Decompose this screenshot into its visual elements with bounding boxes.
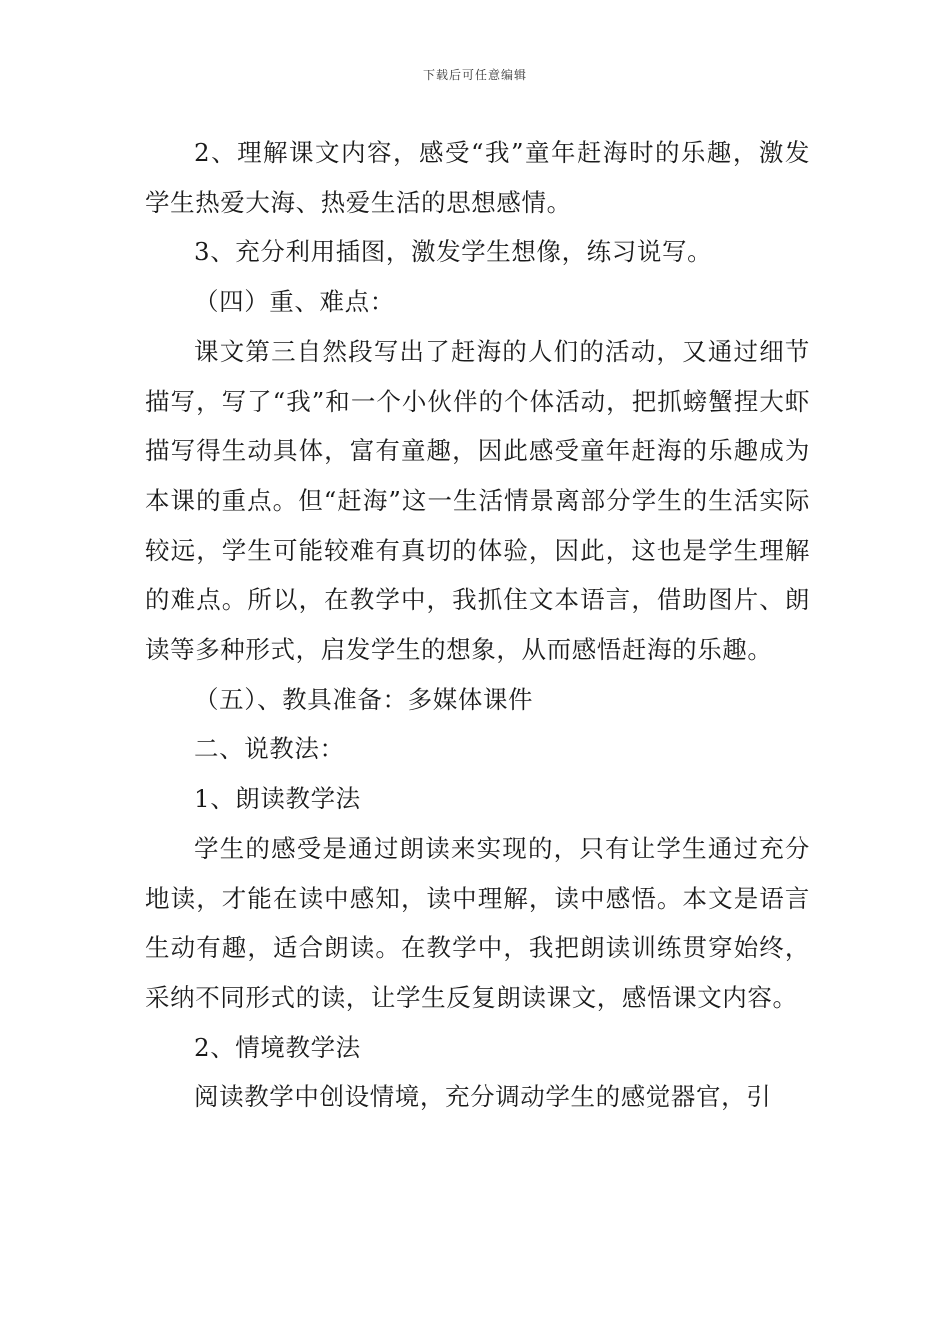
document-body [145, 128, 810, 1122]
paragraph-reading-method: 学生的感受是通过朗读来实现的，只有让学生通过充分地读，才能在读中感知，读中理解，读中感悟。本文是语言生动有趣，适合朗读。在教学中，我把朗读训练贯穿始终，采纳不同形式的读，让学生反复朗读课文，感悟课文内容。 [145, 833, 810, 1012]
paragraph-key-points: 课文第三自然段写出了赶海的人们的活动，又通过细节描写，写了“我”和一个小伙伴的个体活动，把抓螃蟹捏大虾描写得生动具体，富有童趣，因此感受童年赶海的乐趣成为本课的重点。但“赶海”这一生活情景离部分学生的生活实际较远，学生可能较难有真切的体验，因此，这也是学生理解的难点。所以，在教学中，我抓住文本语言，借助图片、朗读等多种形式，启发学生的想象，从而感悟赶海的乐趣。 [145, 336, 810, 665]
subheading-situational-method: 2、情境教学法 [194, 1032, 361, 1062]
section-heading-teaching-methods: 二、说教法： [194, 734, 345, 764]
section-heading-key-points: （四）重、难点： [194, 287, 395, 317]
section-heading-teaching-aids: （五）、教具准备：多媒体课件 [194, 684, 534, 714]
paragraph-objective-2: 2、理解课文内容，感受“我”童年赶海时的乐趣，激发学生热爱大海、热爱生活的思想感情。 [145, 138, 810, 217]
paragraph-objective-3: 3、充分利用插图，激发学生想像，练习说写。 [194, 237, 713, 267]
paragraph-situational-method: 阅读教学中创设情境，充分调动学生的感觉器官，引 [194, 1082, 772, 1112]
subheading-reading-method: 1、朗读教学法 [194, 784, 361, 814]
page-header-note: 下载后可任意编辑 [422, 68, 527, 82]
